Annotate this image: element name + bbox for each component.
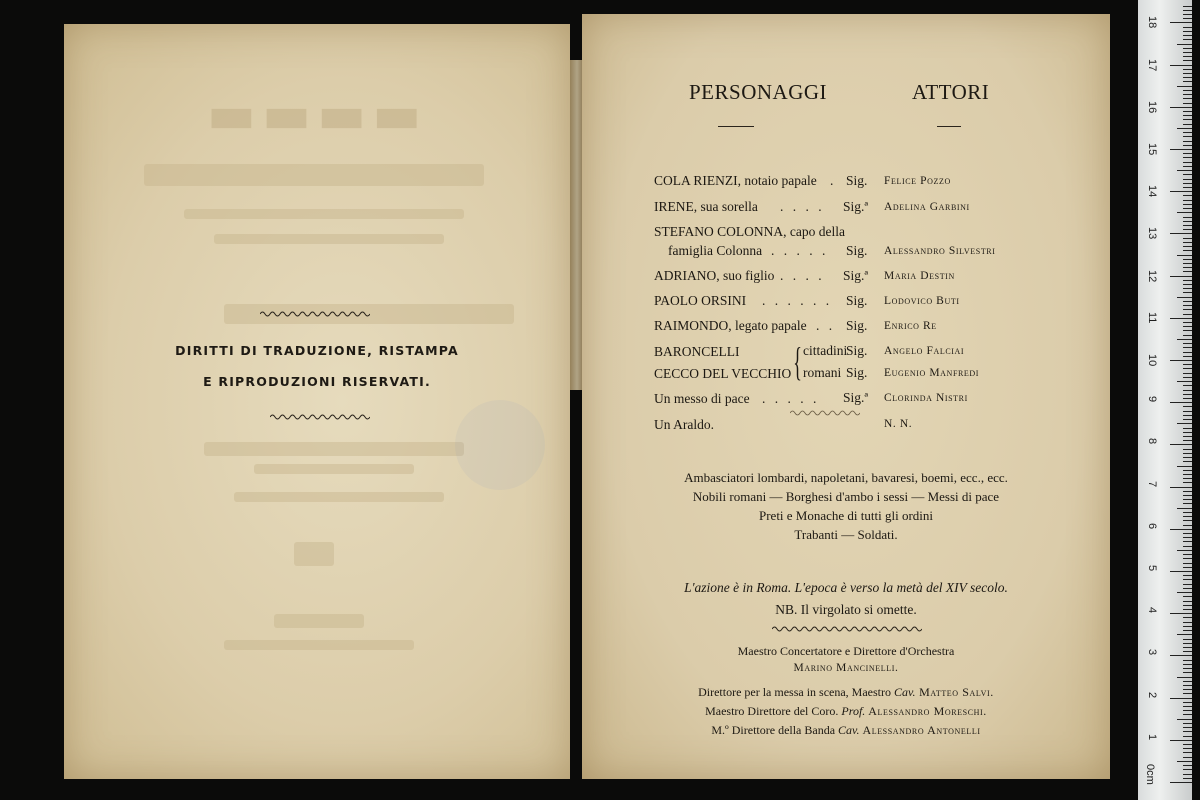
ruler-tick <box>1183 681 1192 682</box>
title-sig: Sig. <box>846 243 868 258</box>
ruler-number: 10 <box>1146 354 1158 367</box>
role-name: CECCO DEL VECCHIO <box>654 366 792 381</box>
ruler-number: 5 <box>1146 565 1158 572</box>
ornamental-rule <box>772 625 922 633</box>
ruler-tick <box>1183 250 1192 251</box>
role-name: ADRIANO, suo figlio <box>654 268 775 283</box>
ruler-tick <box>1183 639 1192 640</box>
ruler-tick <box>1183 499 1192 500</box>
ruler-tick <box>1183 111 1192 112</box>
ruler-tick <box>1170 740 1192 741</box>
ruler-tick <box>1183 563 1192 564</box>
ruler-tick <box>1183 546 1192 547</box>
ruler-tick <box>1183 440 1192 441</box>
ruler-tick <box>1177 508 1192 509</box>
role-name: Un Araldo. <box>654 417 714 432</box>
ruler-tick <box>1183 461 1192 462</box>
bleed-through-line <box>184 209 464 219</box>
ruler-tick <box>1177 592 1192 593</box>
ruler-tick <box>1183 10 1192 11</box>
bleed-through-line <box>234 492 444 502</box>
ruler-tick <box>1183 217 1192 218</box>
ruler-tick <box>1183 672 1192 673</box>
ruler-tick <box>1183 356 1192 357</box>
ruler-tick <box>1170 613 1192 614</box>
ruler-tick <box>1177 634 1192 635</box>
ruler-tick <box>1170 529 1192 530</box>
ruler-tick <box>1183 271 1192 272</box>
bleed-through-line <box>224 640 414 650</box>
bleed-through-line <box>214 234 444 244</box>
ruler-tick <box>1183 617 1192 618</box>
ruler-tick <box>1183 385 1192 386</box>
leader-dots: . <box>830 173 837 188</box>
ruler-tick <box>1183 166 1192 167</box>
ruler-tick <box>1170 22 1192 23</box>
chorus-line: Trabanti — Soldati. <box>794 527 898 542</box>
ruler-tick <box>1183 605 1192 606</box>
ruler-tick <box>1170 65 1192 66</box>
ruler-tick <box>1183 537 1192 538</box>
ruler-number: 1 <box>1146 733 1158 740</box>
ruler-tick <box>1183 668 1192 669</box>
ruler-tick <box>1177 255 1192 256</box>
title-sig: Sig. <box>846 365 868 380</box>
ruler-tick <box>1183 710 1192 711</box>
ruler-tick <box>1183 474 1192 475</box>
ruler-number: 13 <box>1146 227 1158 240</box>
ornamental-rule <box>260 310 370 318</box>
header-rule <box>937 126 961 127</box>
ruler-tick <box>1183 314 1192 315</box>
ruler-tick <box>1183 723 1192 724</box>
credit-line: M.º Direttore della Banda Cav. Alessandro Antonelli <box>711 723 981 737</box>
ruler-number: 12 <box>1146 269 1158 282</box>
ruler-tick <box>1183 579 1192 580</box>
group-note: romani <box>803 365 842 380</box>
ruler-tick <box>1183 141 1192 142</box>
brace-symbol: { <box>793 339 802 384</box>
ruler-tick <box>1170 444 1192 445</box>
ruler-tick <box>1183 221 1192 222</box>
header-rule <box>718 126 754 127</box>
ruler-tick <box>1183 744 1192 745</box>
leader-dots: . . . . <box>780 268 825 283</box>
ruler-number: 9 <box>1146 396 1158 403</box>
ruler-tick <box>1183 660 1192 661</box>
actor-name: Clorinda Nistri <box>884 392 968 404</box>
rights-notice-line2: E RIPRODUZIONI RISERVATI. <box>203 374 431 389</box>
ruler-tick <box>1183 229 1192 230</box>
role-name: COLA RIENZI, notaio papale <box>654 173 817 188</box>
ruler-tick <box>1183 326 1192 327</box>
bleed-through-line <box>204 442 464 456</box>
ruler-tick <box>1170 655 1192 656</box>
ruler-tick <box>1170 107 1192 108</box>
ruler-unit-label: 0cm <box>1144 764 1156 785</box>
ruler-tick <box>1183 626 1192 627</box>
ruler-tick <box>1183 390 1192 391</box>
ruler-tick <box>1183 132 1192 133</box>
ruler-tick <box>1183 685 1192 686</box>
ruler-number: 14 <box>1146 185 1158 198</box>
ruler-tick <box>1183 94 1192 95</box>
ruler-tick <box>1183 238 1192 239</box>
actor-name: Felice Pozzo <box>884 175 951 187</box>
ruler-tick <box>1183 18 1192 19</box>
ruler-tick <box>1183 56 1192 57</box>
leader-dots: . . . . <box>780 199 825 214</box>
ruler-tick <box>1183 495 1192 496</box>
title-sig: Sig.ª <box>843 199 869 214</box>
ruler-tick <box>1183 6 1192 7</box>
ruler-tick <box>1177 212 1192 213</box>
ruler-tick <box>1183 520 1192 521</box>
ruler-tick <box>1177 44 1192 45</box>
ruler-tick <box>1183 516 1192 517</box>
ruler-tick <box>1183 575 1192 576</box>
ruler-tick <box>1183 765 1192 766</box>
title-sig: Sig. <box>846 293 868 308</box>
ruler-tick <box>1183 651 1192 652</box>
ruler-tick <box>1170 360 1192 361</box>
ruler-tick <box>1183 48 1192 49</box>
role-name: STEFANO COLONNA, capo della <box>654 224 845 239</box>
ruler-tick <box>1183 693 1192 694</box>
ruler-tick <box>1177 761 1192 762</box>
bleed-through-line <box>144 164 484 186</box>
ruler-number: 6 <box>1146 522 1158 529</box>
ruler-tick <box>1170 402 1192 403</box>
ruler-tick <box>1183 588 1192 589</box>
ruler-tick <box>1183 533 1192 534</box>
ruler-number: 3 <box>1146 649 1158 656</box>
ruler-tick <box>1183 335 1192 336</box>
ruler-tick <box>1183 482 1192 483</box>
ruler-tick <box>1170 233 1192 234</box>
credit-line: Maestro Direttore del Coro. Prof. Alessandro Moreschi. <box>705 704 987 718</box>
ruler-tick <box>1183 292 1192 293</box>
ruler-tick <box>1183 305 1192 306</box>
ruler-tick <box>1183 115 1192 116</box>
ruler-tick <box>1177 677 1192 678</box>
ruler-tick <box>1183 411 1192 412</box>
ruler-tick <box>1177 719 1192 720</box>
ruler-tick <box>1177 339 1192 340</box>
ruler-tick <box>1183 153 1192 154</box>
ruler-tick <box>1183 714 1192 715</box>
ruler-tick <box>1183 119 1192 120</box>
ruler-number: 16 <box>1146 100 1158 114</box>
ruler-tick <box>1183 267 1192 268</box>
ruler-tick <box>1183 195 1192 196</box>
actor-name: Lodovico Buti <box>884 295 960 307</box>
title-sig: Sig.ª <box>843 390 869 405</box>
ruler-tick <box>1183 774 1192 775</box>
ruler-tick <box>1183 145 1192 146</box>
ruler-tick <box>1183 525 1192 526</box>
leader-dots: . . . . . <box>771 243 829 258</box>
ruler-tick <box>1183 136 1192 137</box>
ruler-tick <box>1177 86 1192 87</box>
ruler-tick <box>1183 284 1192 285</box>
ruler-tick <box>1183 309 1192 310</box>
ornamental-rule <box>790 409 860 417</box>
leader-dots: . . <box>816 318 836 333</box>
ruler-tick <box>1183 343 1192 344</box>
ruler-tick <box>1183 647 1192 648</box>
bleed-through-line <box>254 464 414 474</box>
ruler-tick <box>1177 381 1192 382</box>
ruler-tick <box>1183 246 1192 247</box>
ruler-tick <box>1183 157 1192 158</box>
actor-name: Angelo Falciai <box>884 345 965 357</box>
chorus-line: Preti e Monache di tutti gli ordini <box>758 508 934 523</box>
ruler-tick <box>1170 487 1192 488</box>
ruler-tick <box>1183 596 1192 597</box>
ruler-number: 7 <box>1146 480 1158 487</box>
ruler-tick <box>1183 77 1192 78</box>
ruler-tick <box>1183 204 1192 205</box>
title-sig: Sig. <box>846 318 868 333</box>
library-watermark <box>530 425 536 449</box>
measurement-ruler <box>1138 0 1192 800</box>
role-name: IRENE, sua sorella <box>654 199 758 214</box>
ruler-tick <box>1183 90 1192 91</box>
ruler-tick <box>1183 541 1192 542</box>
ruler-tick <box>1183 503 1192 504</box>
actor-name: Alessandro Silvestri <box>884 245 996 257</box>
ruler-tick <box>1183 436 1192 437</box>
ruler-tick <box>1170 191 1192 192</box>
ruler-number: 8 <box>1146 438 1158 445</box>
ruler-tick <box>1177 466 1192 467</box>
setting-note: L'azione è in Roma. L'epoca è verso la metà del XIV secolo. <box>684 580 1008 595</box>
ruler-tick <box>1183 419 1192 420</box>
actor-name: N. N. <box>884 418 913 430</box>
ruler-tick <box>1183 664 1192 665</box>
ruler-tick <box>1183 512 1192 513</box>
actor-name: Enrico Re <box>884 320 937 332</box>
leader-dots: . . . . . <box>762 391 820 406</box>
ruler-tick <box>1183 98 1192 99</box>
header-characters: PERSONAGGI <box>689 80 828 104</box>
ruler-tick <box>1183 778 1192 779</box>
bleed-through-emblem <box>294 542 334 566</box>
ruler-tick <box>1177 297 1192 298</box>
ruler-tick <box>1183 757 1192 758</box>
ruler-tick <box>1183 769 1192 770</box>
ruler-tick <box>1183 415 1192 416</box>
chorus-line: Ambasciatori lombardi, napoletani, bavaresi, boemi, ecc., ecc. <box>684 470 1008 485</box>
ruler-tick <box>1183 263 1192 264</box>
ornamental-rule <box>270 413 370 421</box>
ruler-tick <box>1183 406 1192 407</box>
ruler-tick <box>1183 81 1192 82</box>
credit-line: Maestro Concertatore e Direttore d'Orchestra <box>737 644 955 658</box>
ruler-tick <box>1183 449 1192 450</box>
group-note: cittadini <box>803 343 848 358</box>
title-sig: Sig. <box>846 343 868 358</box>
role-name: RAIMONDO, legato papale <box>654 318 807 333</box>
ruler-tick <box>1183 702 1192 703</box>
ruler-tick <box>1183 347 1192 348</box>
ruler-number: 2 <box>1146 691 1158 698</box>
ruler-tick <box>1183 35 1192 36</box>
ruler-tick <box>1177 128 1192 129</box>
ruler-tick <box>1183 643 1192 644</box>
ruler-tick <box>1183 457 1192 458</box>
actor-name: Maria Destin <box>884 270 955 282</box>
ruler-tick <box>1183 322 1192 323</box>
ruler-tick <box>1183 752 1192 753</box>
role-name: PAOLO ORSINI <box>654 293 747 308</box>
actor-name: Adelina Garbini <box>884 201 970 213</box>
ruler-tick <box>1183 73 1192 74</box>
ruler-tick <box>1183 622 1192 623</box>
ruler-tick <box>1183 14 1192 15</box>
ruler-tick <box>1183 69 1192 70</box>
ruler-tick <box>1183 174 1192 175</box>
ruler-tick <box>1170 782 1192 783</box>
ruler-tick <box>1183 567 1192 568</box>
ruler-tick <box>1183 162 1192 163</box>
ruler-tick <box>1170 698 1192 699</box>
ruler-tick <box>1183 748 1192 749</box>
header-actors: ATTORI <box>912 80 990 104</box>
ruler-tick <box>1183 288 1192 289</box>
ruler-tick <box>1183 52 1192 53</box>
role-name: Un messo di pace <box>654 391 750 406</box>
bleed-through-line <box>274 614 364 628</box>
ruler-tick <box>1183 27 1192 28</box>
rights-notice-line1: DIRITTI DI TRADUZIONE, RISTAMPA <box>175 343 459 358</box>
ruler-tick <box>1183 727 1192 728</box>
ruler-tick <box>1177 170 1192 171</box>
ruler-tick <box>1183 60 1192 61</box>
nb-note: NB. Il virgolato si omette. <box>775 602 917 617</box>
ruler-tick <box>1183 301 1192 302</box>
ruler-tick <box>1183 609 1192 610</box>
ruler-tick <box>1183 736 1192 737</box>
ruler-tick <box>1183 453 1192 454</box>
ruler-number: 4 <box>1146 607 1158 614</box>
ruler-tick <box>1183 124 1192 125</box>
ruler-tick <box>1183 31 1192 32</box>
ruler-tick <box>1183 478 1192 479</box>
role-name-continued: famiglia Colonna <box>668 243 763 258</box>
leader-dots: . . . . . . <box>762 293 833 308</box>
ruler-tick <box>1183 601 1192 602</box>
ruler-tick <box>1183 377 1192 378</box>
ruler-number: 11 <box>1146 311 1158 324</box>
ruler-tick <box>1183 689 1192 690</box>
ruler-tick <box>1170 149 1192 150</box>
ruler-tick <box>1183 394 1192 395</box>
actor-name: Eugenio Manfredi <box>884 367 980 379</box>
ruler-tick <box>1183 470 1192 471</box>
ruler-tick <box>1170 318 1192 319</box>
credit-line: Direttore per la messa in scena, Maestro Cav. Matteo Salvi. <box>698 685 994 699</box>
ruler-tick <box>1183 330 1192 331</box>
ruler-number: 18 <box>1146 16 1158 29</box>
ruler-tick <box>1183 225 1192 226</box>
ruler-tick <box>1177 423 1192 424</box>
ruler-tick <box>1183 630 1192 631</box>
ruler-tick <box>1183 208 1192 209</box>
bleed-through-title: ▬▬▬▬ <box>206 84 428 145</box>
ruler-tick <box>1183 183 1192 184</box>
ruler-tick <box>1183 368 1192 369</box>
credit-name: Marino Mancinelli. <box>793 662 899 674</box>
ruler-tick <box>1183 179 1192 180</box>
ruler-tick <box>1183 103 1192 104</box>
role-name: BARONCELLI <box>654 344 740 359</box>
ruler-tick <box>1183 200 1192 201</box>
title-sig: Sig.ª <box>843 268 869 283</box>
ruler-tick <box>1183 352 1192 353</box>
chorus-line: Nobili romani — Borghesi d'ambo i sessi — Messi di pace <box>692 489 1000 504</box>
ruler-tick <box>1177 550 1192 551</box>
ruler-tick <box>1183 39 1192 40</box>
ruler-tick <box>1183 242 1192 243</box>
ruler-tick <box>1170 571 1192 572</box>
ruler-tick <box>1183 491 1192 492</box>
ruler-tick <box>1183 554 1192 555</box>
ruler-tick <box>1183 428 1192 429</box>
ruler-tick <box>1183 731 1192 732</box>
ruler-tick <box>1183 259 1192 260</box>
ruler-tick <box>1183 706 1192 707</box>
ruler-tick <box>1183 364 1192 365</box>
ruler-number: 15 <box>1146 143 1158 156</box>
ruler-tick <box>1183 432 1192 433</box>
title-sig: Sig. <box>846 173 868 188</box>
ruler-tick <box>1183 280 1192 281</box>
ruler-number: 17 <box>1146 58 1158 71</box>
ruler-tick <box>1183 558 1192 559</box>
ruler-tick <box>1183 187 1192 188</box>
ruler-tick <box>1183 373 1192 374</box>
ruler-tick <box>1183 584 1192 585</box>
ruler-tick <box>1183 398 1192 399</box>
ruler-tick <box>1170 276 1192 277</box>
